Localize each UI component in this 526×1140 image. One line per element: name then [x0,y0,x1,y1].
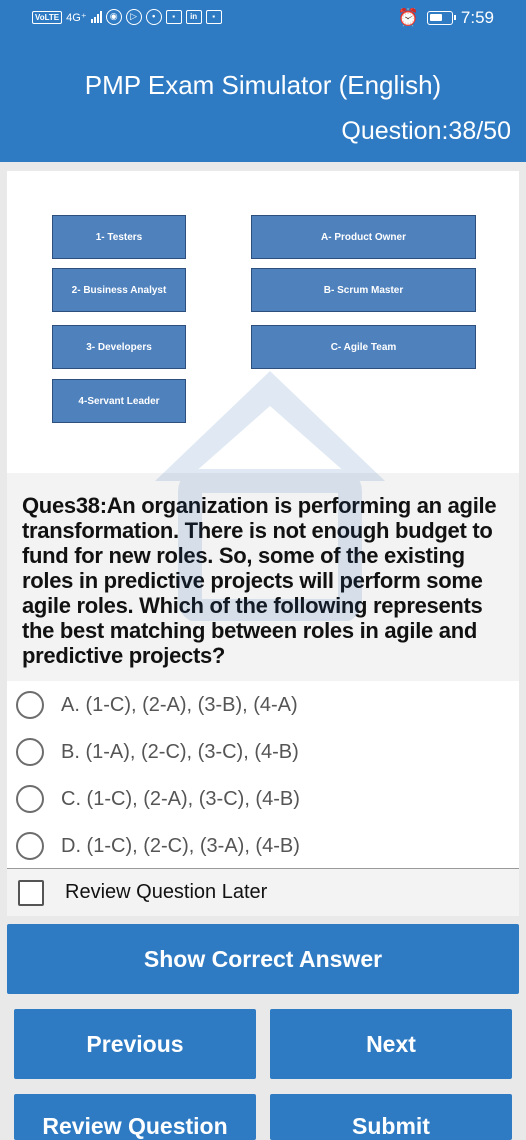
review-later-checkbox[interactable] [18,880,44,906]
media-icon: ▷ [126,9,142,25]
radio-button[interactable] [16,691,44,719]
agile-role-product-owner: A- Product Owner [251,215,476,259]
review-question-button[interactable]: Review Question [14,1094,256,1140]
app-notification-icon-2: ▪ [166,10,182,24]
show-correct-answer-button[interactable]: Show Correct Answer [7,924,519,994]
answer-option-b[interactable] [7,729,519,775]
option-label: D. (1-C), (2-C), (3-A), (4-B) [61,834,300,857]
linkedin-icon: in [186,10,202,24]
radio-button[interactable] [16,832,44,860]
option-label: A. (1-C), (2-A), (3-B), (4-A) [61,693,298,716]
signal-bars-icon [91,11,102,23]
review-later-label: Review Question Later [65,881,268,903]
previous-button[interactable]: Previous [14,1009,256,1079]
roles-diagram [7,171,519,473]
question-counter: Question:38/50 [341,117,511,145]
option-label: C. (1-C), (2-A), (3-C), (4-B) [61,787,300,810]
status-bar [0,0,526,38]
app-title: PMP Exam Simulator (English) [84,70,442,100]
signal-indicator: 4G⁺ [66,11,87,24]
clock-time: 7:59 [460,8,494,27]
submit-button[interactable]: Submit [270,1094,512,1140]
radio-button[interactable] [16,738,44,766]
agile-role-agile-team: C- Agile Team [251,325,476,369]
question-card [7,171,519,916]
answer-option-c[interactable] [7,776,519,822]
volte-badge: VoLTE [32,11,62,24]
question-area [7,473,519,681]
answer-option-a[interactable] [7,682,519,728]
app-notification-icon: • [146,9,162,25]
hotspot-icon: ◉ [106,9,122,25]
predictive-role-business-analyst: 2- Business Analyst [52,268,186,312]
question-text: Ques38:An organization is performing an agile transformation. There is not enough budget to fund for new roles. So, some of the existing roles in predictive projects will perform some agile roles. Which of the following represents the best matching between roles in agile and predictive projects? [22,493,497,668]
app-header [0,0,526,162]
answer-option-d[interactable] [7,823,519,869]
battery-icon [427,11,453,25]
predictive-role-servant-leader: 4-Servant Leader [52,379,186,423]
predictive-role-testers: 1- Testers [52,215,186,259]
predictive-role-developers: 3- Developers [52,325,186,369]
next-button[interactable]: Next [270,1009,512,1079]
review-later-row[interactable] [7,869,519,916]
agile-role-scrum-master: B- Scrum Master [251,268,476,312]
alarm-icon: ⏰ [397,8,419,27]
radio-button[interactable] [16,785,44,813]
app-notification-icon-3: ▪ [206,10,222,24]
option-label: B. (1-A), (2-C), (3-C), (4-B) [61,740,299,763]
